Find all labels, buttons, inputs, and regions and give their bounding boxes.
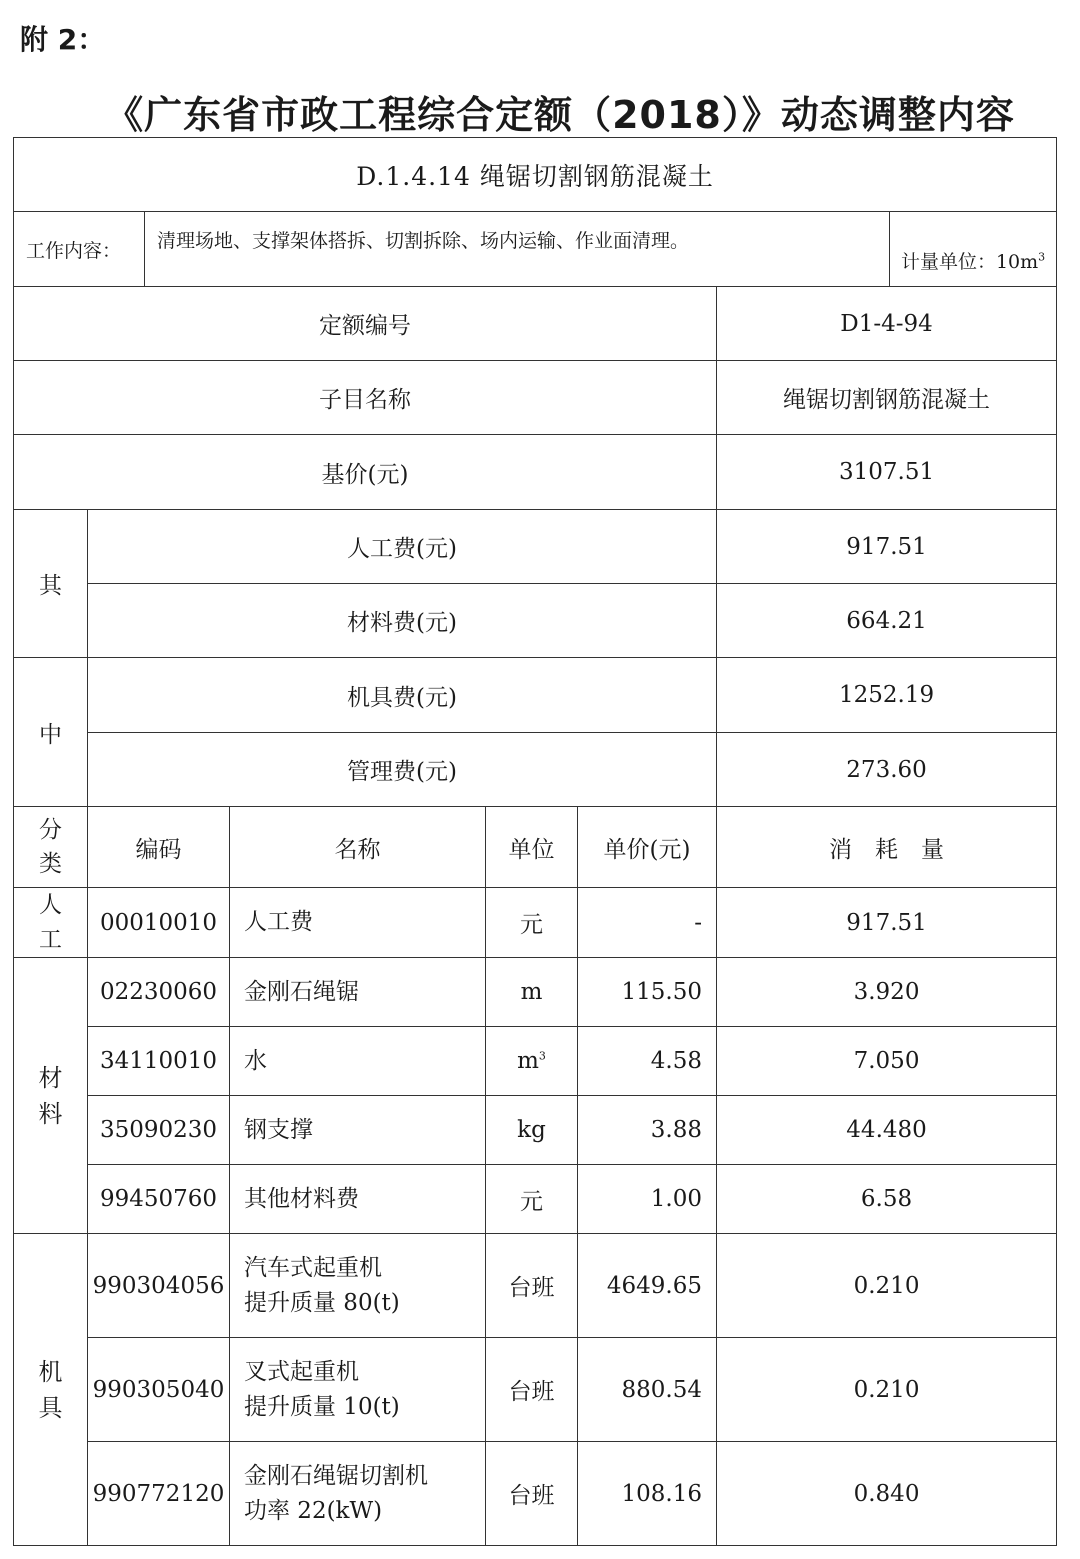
measurement-unit (890, 212, 1057, 287)
row-code: 34110010 (88, 1027, 230, 1096)
row-name-line1: 叉式起重机 (244, 1359, 359, 1385)
document-title: 《广东省市政工程综合定额（2018）》动态调整内容 (105, 93, 1015, 137)
work-content-text: 清理场地、支撑架体搭拆、切割拆除、场内运输、作业面清理。 (145, 212, 890, 287)
col-header-consumption: 消 耗 量 (717, 807, 1057, 888)
row-unit-price: 108.16 (578, 1442, 717, 1546)
col-header-code: 编码 (88, 807, 230, 888)
management-cost-value: 273.60 (717, 733, 1057, 807)
work-content-label: 工作内容： (14, 212, 145, 287)
row-name-line2: 功率 22(kW) (244, 1497, 383, 1524)
quota-table (13, 137, 1057, 1546)
quota-code-label: 定额编号 (14, 287, 717, 361)
row-unit (486, 1027, 578, 1096)
row-consumption: 0.840 (717, 1442, 1057, 1546)
row-unit: 元 (486, 888, 578, 958)
row-code: 02230060 (88, 958, 230, 1027)
machinery-cost-label: 机具费(元) (88, 658, 717, 733)
row-consumption: 44.480 (717, 1096, 1057, 1165)
row-unit-sup: 3 (538, 1049, 546, 1063)
row-code: 99450760 (88, 1165, 230, 1234)
machinery-cost-value: 1252.19 (717, 658, 1057, 733)
row-name-line1: 金刚石绳锯切割机 (244, 1463, 428, 1489)
among-label-bottom: 中 (14, 658, 88, 807)
row-name: 水 (230, 1027, 486, 1096)
attachment-label: 附 2： (20, 23, 106, 56)
measurement-unit-sup: 3 (1038, 250, 1046, 264)
col-header-category (14, 807, 88, 888)
table-row (14, 1338, 1057, 1442)
col-header-unit-price: 单价(元) (578, 807, 717, 888)
table-row (14, 1442, 1057, 1546)
col-header-category-1: 分 (39, 816, 62, 843)
row-unit: 元 (486, 1165, 578, 1234)
row-unit-price: 115.50 (578, 958, 717, 1027)
row-name (230, 1234, 486, 1338)
row-unit-price: 880.54 (578, 1338, 717, 1442)
material-cost-label: 材料费(元) (88, 584, 717, 658)
col-header-category-2: 类 (39, 851, 62, 877)
material-cost-value: 664.21 (717, 584, 1057, 658)
row-code: 990305040 (88, 1338, 230, 1442)
row-consumption: 6.58 (717, 1165, 1057, 1234)
row-code: 00010010 (88, 888, 230, 958)
row-consumption: 0.210 (717, 1338, 1057, 1442)
row-unit-price: 4649.65 (578, 1234, 717, 1338)
table-row (14, 1027, 1057, 1096)
row-unit-price: 3.88 (578, 1096, 717, 1165)
category-labor-1: 人 (39, 892, 62, 918)
category-materials-2: 料 (38, 1099, 63, 1128)
row-unit-price: 1.00 (578, 1165, 717, 1234)
row-unit: kg (486, 1096, 578, 1165)
row-unit: 台班 (486, 1234, 578, 1338)
row-name: 钢支撑 (230, 1096, 486, 1165)
row-unit: m (486, 958, 578, 1027)
row-consumption: 917.51 (717, 888, 1057, 958)
row-consumption: 0.210 (717, 1234, 1057, 1338)
category-materials-1: 材 (38, 1063, 63, 1092)
category-labor-2: 工 (39, 926, 62, 953)
row-name: 金刚石绳锯 (230, 958, 486, 1027)
category-machinery-1: 机 (38, 1357, 63, 1386)
item-name-value: 绳锯切割钢筋混凝土 (717, 361, 1057, 435)
row-consumption: 7.050 (717, 1027, 1057, 1096)
table-row (14, 888, 1057, 958)
measurement-unit-label: 计量单位：10m (900, 251, 1039, 273)
col-header-name: 名称 (230, 807, 486, 888)
table-row (14, 1096, 1057, 1165)
row-name: 其他材料费 (230, 1165, 486, 1234)
table-row (14, 1165, 1057, 1234)
row-consumption: 3.920 (717, 958, 1057, 1027)
row-name: 人工费 (230, 888, 486, 958)
category-machinery (14, 1234, 88, 1546)
category-machinery-2: 具 (38, 1393, 63, 1422)
labor-cost-label: 人工费(元) (88, 510, 717, 584)
section-title: D.1.4.14 绳锯切割钢筋混凝土 (14, 138, 1057, 212)
base-price-label: 基价(元) (14, 435, 717, 510)
row-code: 35090230 (88, 1096, 230, 1165)
management-cost-label: 管理费(元) (88, 733, 717, 807)
table-row (14, 958, 1057, 1027)
row-code: 990772120 (88, 1442, 230, 1546)
row-name (230, 1338, 486, 1442)
category-labor (14, 888, 88, 958)
row-name-line1: 汽车式起重机 (244, 1255, 382, 1281)
category-materials (14, 958, 88, 1234)
row-unit: 台班 (486, 1442, 578, 1546)
table-row (14, 1234, 1057, 1338)
among-label-top: 其 (14, 510, 88, 658)
row-unit-text: m (517, 1048, 539, 1074)
row-unit-price: 4.58 (578, 1027, 717, 1096)
row-name-line2: 提升质量 10(t) (244, 1393, 400, 1420)
row-unit-price: - (578, 888, 717, 958)
quota-code-value: D1-4-94 (717, 287, 1057, 361)
labor-cost-value: 917.51 (717, 510, 1057, 584)
row-name (230, 1442, 486, 1546)
item-name-label: 子目名称 (14, 361, 717, 435)
row-code: 990304056 (88, 1234, 230, 1338)
row-unit: 台班 (486, 1338, 578, 1442)
base-price-value: 3107.51 (717, 435, 1057, 510)
row-name-line2: 提升质量 80(t) (244, 1289, 400, 1316)
col-header-unit: 单位 (486, 807, 578, 888)
